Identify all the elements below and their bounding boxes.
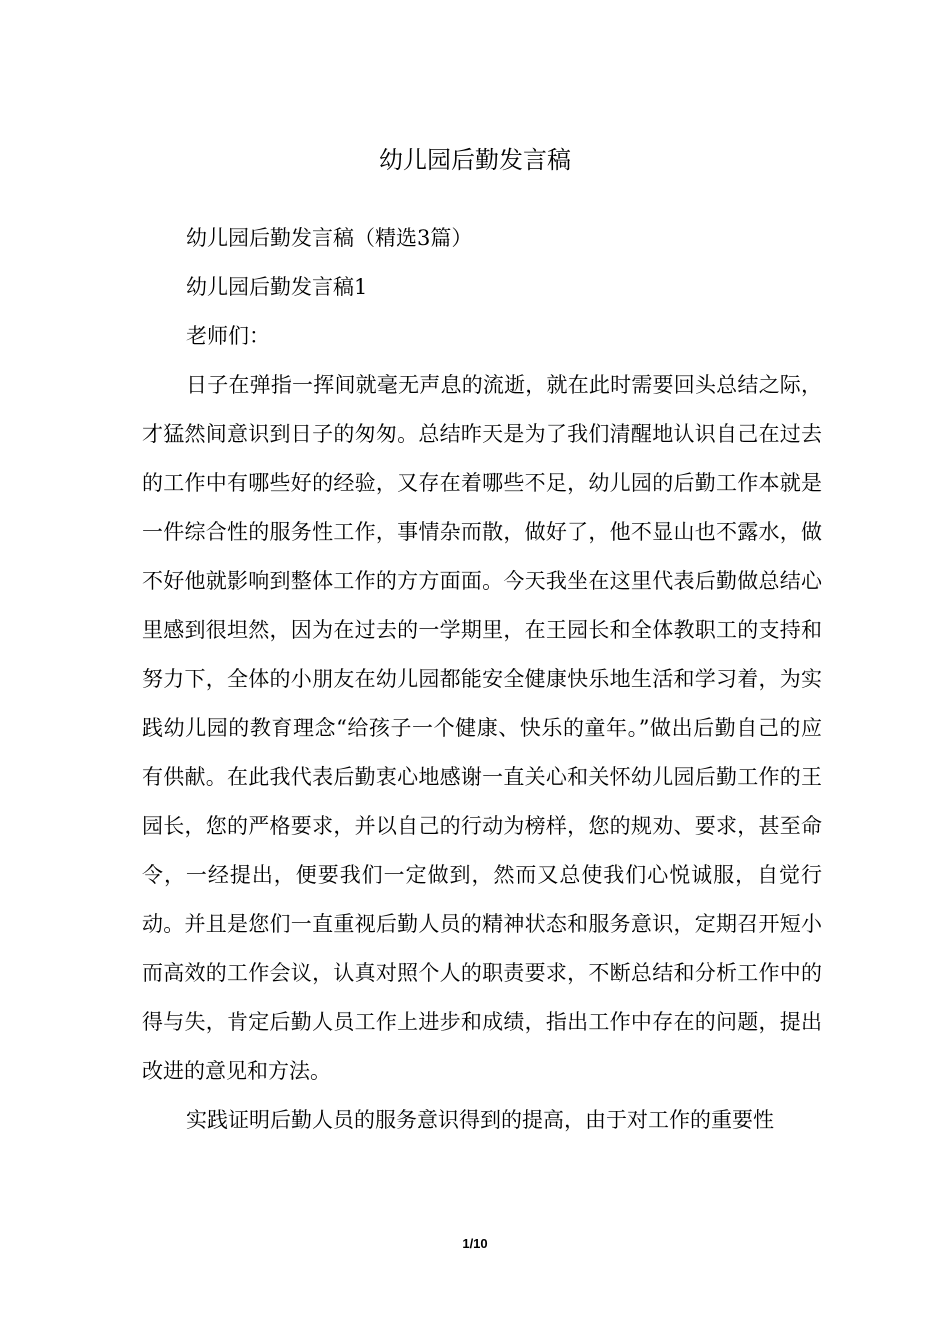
- subtitle-paragraph: 幼儿园后勤发言稿（精选3篇）: [186, 226, 473, 250]
- body-paragraph: 日子在弹指一挥间就毫无声息的流逝，就在此时需要回头总结之际，才猛然间意识到日子的匆匆。总结昨天是为了我们清醒地认识自己在过去的工作中有哪些好的经验，又存在着哪些不足，幼儿园的后勤工作本就是一件综合性的服务性工作，事情杂而散，做好了，他不显山也不露水，做不好他就影响到整体工作的方方面面。今天我坐在这里代表后勤做总结心里感到很坦然，因为在过去的一学期里，在王园长和全体教职工的支持和努力下，全体的小朋友在幼儿园都能安全健康快乐地生活和学习着，为实践幼儿园的教育理念“给孩子一个健康、快乐的童年。”做出后勤自己的应有供献。在此我代表后勤衷心地感谢一直关心和关怀幼儿园后勤工作的王园长，您的严格要求，并以自己的行动为榜样，您的规劝、要求，甚至命令，一经提出，便要我们一定做到，然而又总使我们心悦诚服，自觉行动。并且是您们一直重视后勤人员的精神状态和服务意识，定期召开短小而高效的工作会议，认真对照个人的职责要求，不断总结和分析工作中的得与失，肯定后勤人员工作上进步和成绩，指出工作中存在的问题，提出改进的意见和方法。: [142, 373, 822, 1083]
- body-paragraph: 实践证明后勤人员的服务意识得到的提高，由于对工作的重要性: [186, 1108, 774, 1132]
- salutation: 老师们：: [186, 324, 270, 348]
- document-title: 幼儿园后勤发言稿: [379, 146, 571, 174]
- document-body: [142, 214, 822, 1145]
- section-heading: 幼儿园后勤发言稿1: [186, 275, 368, 299]
- page-number: 1/10: [462, 1236, 488, 1251]
